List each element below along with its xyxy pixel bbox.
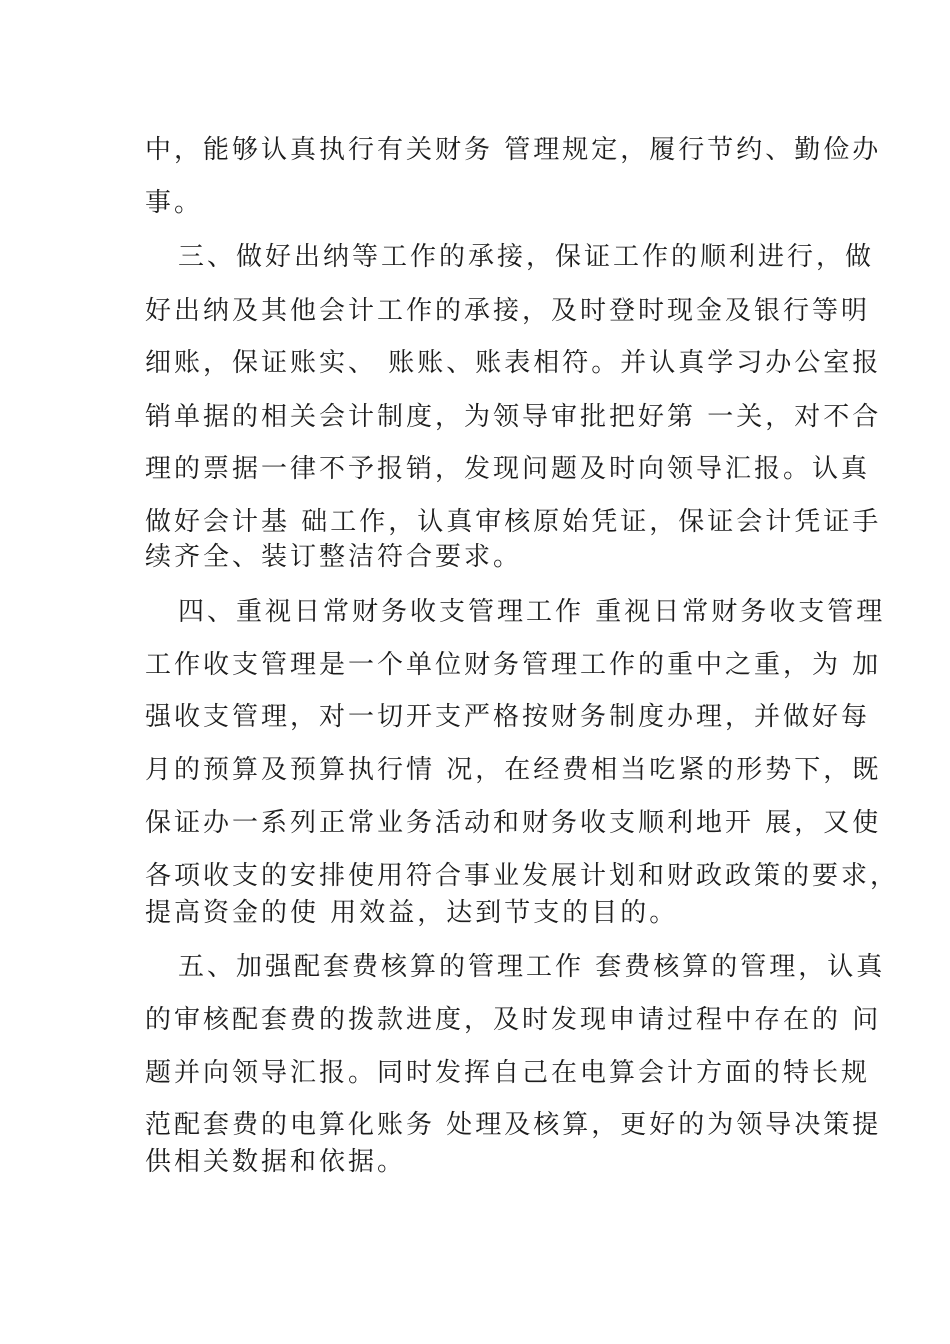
- text-line: 供相关数据和依据。: [145, 1147, 407, 1177]
- text-line: 细账，保证账实、 账账、账表相符。并认真学习办公室报: [145, 348, 882, 378]
- text-line: 工作收支管理是一个单位财务管理工作的重中之重，为 加: [145, 650, 882, 680]
- text-line: 保证办一系列正常业务活动和财务收支顺利地开 展，又使: [145, 808, 882, 838]
- text-line: 月的预算及预算执行情 况，在经费相当吃紧的形势下，既: [145, 755, 882, 785]
- text-line: 好出纳及其他会计工作的承接，及时登时现金及银行等明: [145, 296, 871, 326]
- text-line: 事。: [145, 188, 204, 218]
- text-line: 销单据的相关会计制度，为领导审批把好第 一关，对不合: [145, 402, 882, 432]
- text-line: 提高资金的使 用效益，达到节支的目的。: [145, 898, 679, 928]
- text-line: 的审核配套费的拨款进度，及时发现申请过程中存在的 问: [145, 1005, 882, 1035]
- text-line: 续齐全、装订整洁符合要求。: [145, 542, 523, 572]
- paragraph-heading-line: 五、加强配套费核算的管理工作 套费核算的管理，认真: [178, 952, 886, 982]
- text-line: 范配套费的电算化账务 处理及核算，更好的为领导决策提: [145, 1110, 882, 1140]
- text-line: 各项收支的安排使用符合事业发展计划和财政政策的要求，: [145, 861, 900, 891]
- text-line: 强收支管理，对一切开支严格按财务制度办理，并做好每: [145, 702, 871, 732]
- paragraph-heading-line: 三、做好出纳等工作的承接，保证工作的顺利进行，做: [178, 242, 875, 272]
- text-line: 中，能够认真执行有关财务 管理规定，履行节约、勤俭办: [145, 135, 882, 165]
- paragraph-heading-line: 四、重视日常财务收支管理工作 重视日常财务收支管理: [178, 597, 886, 627]
- text-line: 理的票据一律不予报销，发现问题及时向领导汇报。认真: [145, 454, 871, 484]
- text-line: 做好会计基 础工作，认真审核原始凭证，保证会计凭证手: [145, 507, 882, 537]
- text-line: 题并向领导汇报。同时发挥自己在电算会计方面的特长规: [145, 1058, 871, 1088]
